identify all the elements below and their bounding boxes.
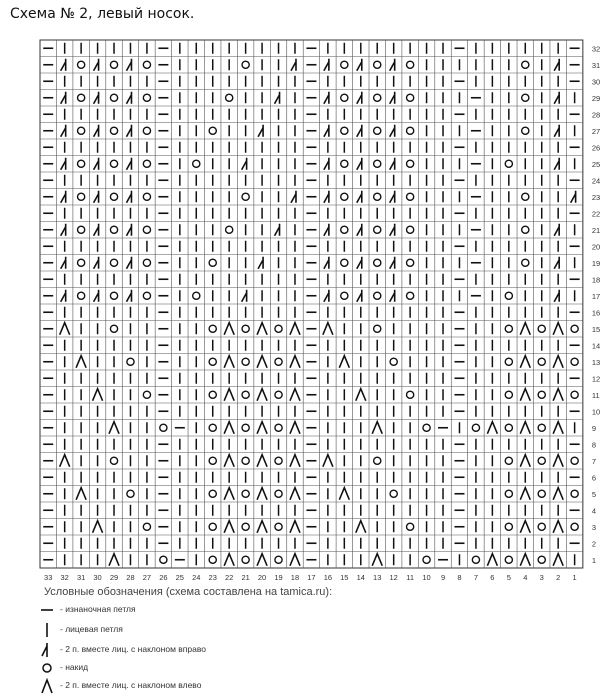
- column-number: 8: [457, 573, 462, 580]
- column-number: 2: [556, 573, 561, 580]
- row-number: 11: [591, 390, 600, 400]
- legend-title: Условные обозначения (схема составлена на tamica.ru):: [44, 586, 333, 598]
- column-number: 14: [356, 573, 365, 580]
- column-number: 20: [257, 573, 267, 580]
- row-number: 10: [591, 407, 601, 417]
- row-number: 21: [591, 225, 601, 235]
- column-number: 28: [126, 573, 135, 580]
- row-number: 28: [591, 110, 601, 120]
- k2tog-right-icon: [40, 642, 54, 658]
- row-number: 25: [591, 159, 601, 169]
- row-number: 6: [591, 473, 597, 483]
- column-number: 29: [109, 573, 119, 580]
- column-number: 18: [290, 573, 300, 580]
- row-number: 12: [591, 374, 601, 384]
- column-number: 5: [506, 573, 511, 580]
- column-number: 13: [373, 573, 382, 580]
- row-number: 2: [591, 539, 597, 549]
- column-number: 7: [473, 573, 479, 580]
- legend-item-k2tog-left: [40, 678, 440, 694]
- column-number: 25: [175, 573, 184, 580]
- legend-label: - накид: [60, 662, 89, 672]
- legend-label: - лицевая петля: [60, 624, 123, 634]
- legend-item-yarn-over: [40, 660, 440, 676]
- row-number: 24: [591, 176, 601, 186]
- row-number: 15: [591, 324, 601, 334]
- legend-item-knit: [40, 622, 440, 638]
- row-number: 19: [591, 258, 601, 268]
- column-number: 30: [93, 573, 102, 580]
- column-number: 6: [490, 573, 495, 580]
- column-number: 22: [225, 573, 234, 580]
- knit-icon: [40, 622, 54, 638]
- yarn-over-icon: [40, 660, 54, 676]
- row-number: 22: [591, 209, 601, 219]
- legend-label: - изнаночная петля: [60, 604, 136, 614]
- column-number: 9: [440, 573, 446, 580]
- column-number: 27: [142, 573, 152, 580]
- column-number: 21: [241, 573, 250, 580]
- legend-item-purl: [40, 602, 440, 618]
- purl-icon: [40, 602, 54, 618]
- row-number: 23: [591, 192, 601, 202]
- row-number: 32: [591, 44, 601, 54]
- column-number: 26: [159, 573, 168, 580]
- row-number: 18: [591, 275, 601, 285]
- column-number: 4: [523, 573, 528, 580]
- k2tog-left-icon: [40, 678, 54, 694]
- column-number: 16: [323, 573, 333, 580]
- row-number: 7: [591, 456, 597, 466]
- legend-label: - 2 п. вместе лиц. с наклоном влево: [60, 680, 202, 690]
- legend-item-k2tog-right: [40, 642, 440, 658]
- row-number: 14: [591, 341, 601, 351]
- column-number: 31: [76, 573, 86, 580]
- chart-title: Схема № 2, левый носок.: [10, 6, 195, 22]
- column-number: 1: [572, 573, 577, 580]
- row-number: 16: [591, 308, 601, 318]
- row-number: 27: [591, 126, 601, 136]
- column-number: 19: [274, 573, 283, 580]
- row-number: 20: [591, 242, 601, 252]
- column-number: 24: [192, 573, 201, 580]
- row-number: 31: [591, 60, 601, 70]
- column-number: 32: [60, 573, 69, 580]
- row-number: 4: [591, 506, 597, 516]
- row-number: 5: [591, 489, 597, 499]
- row-number: 29: [591, 93, 601, 103]
- column-number: 23: [208, 573, 217, 580]
- column-number: 15: [340, 573, 349, 580]
- row-number: 30: [591, 77, 601, 87]
- row-number: 13: [591, 357, 601, 367]
- column-number: 12: [389, 573, 398, 580]
- row-number: 17: [591, 291, 601, 301]
- column-number: 10: [422, 573, 431, 580]
- row-number: 8: [591, 440, 597, 450]
- row-number: 9: [591, 423, 597, 433]
- row-number: 26: [591, 143, 601, 153]
- column-number: 33: [44, 573, 53, 580]
- column-number: 11: [406, 573, 415, 580]
- row-number: 3: [591, 522, 597, 532]
- column-number: 17: [307, 573, 316, 580]
- row-number: 1: [591, 555, 597, 565]
- legend-label: - 2 п. вместе лиц. с наклоном вправо: [60, 644, 207, 654]
- column-number: 3: [539, 573, 544, 580]
